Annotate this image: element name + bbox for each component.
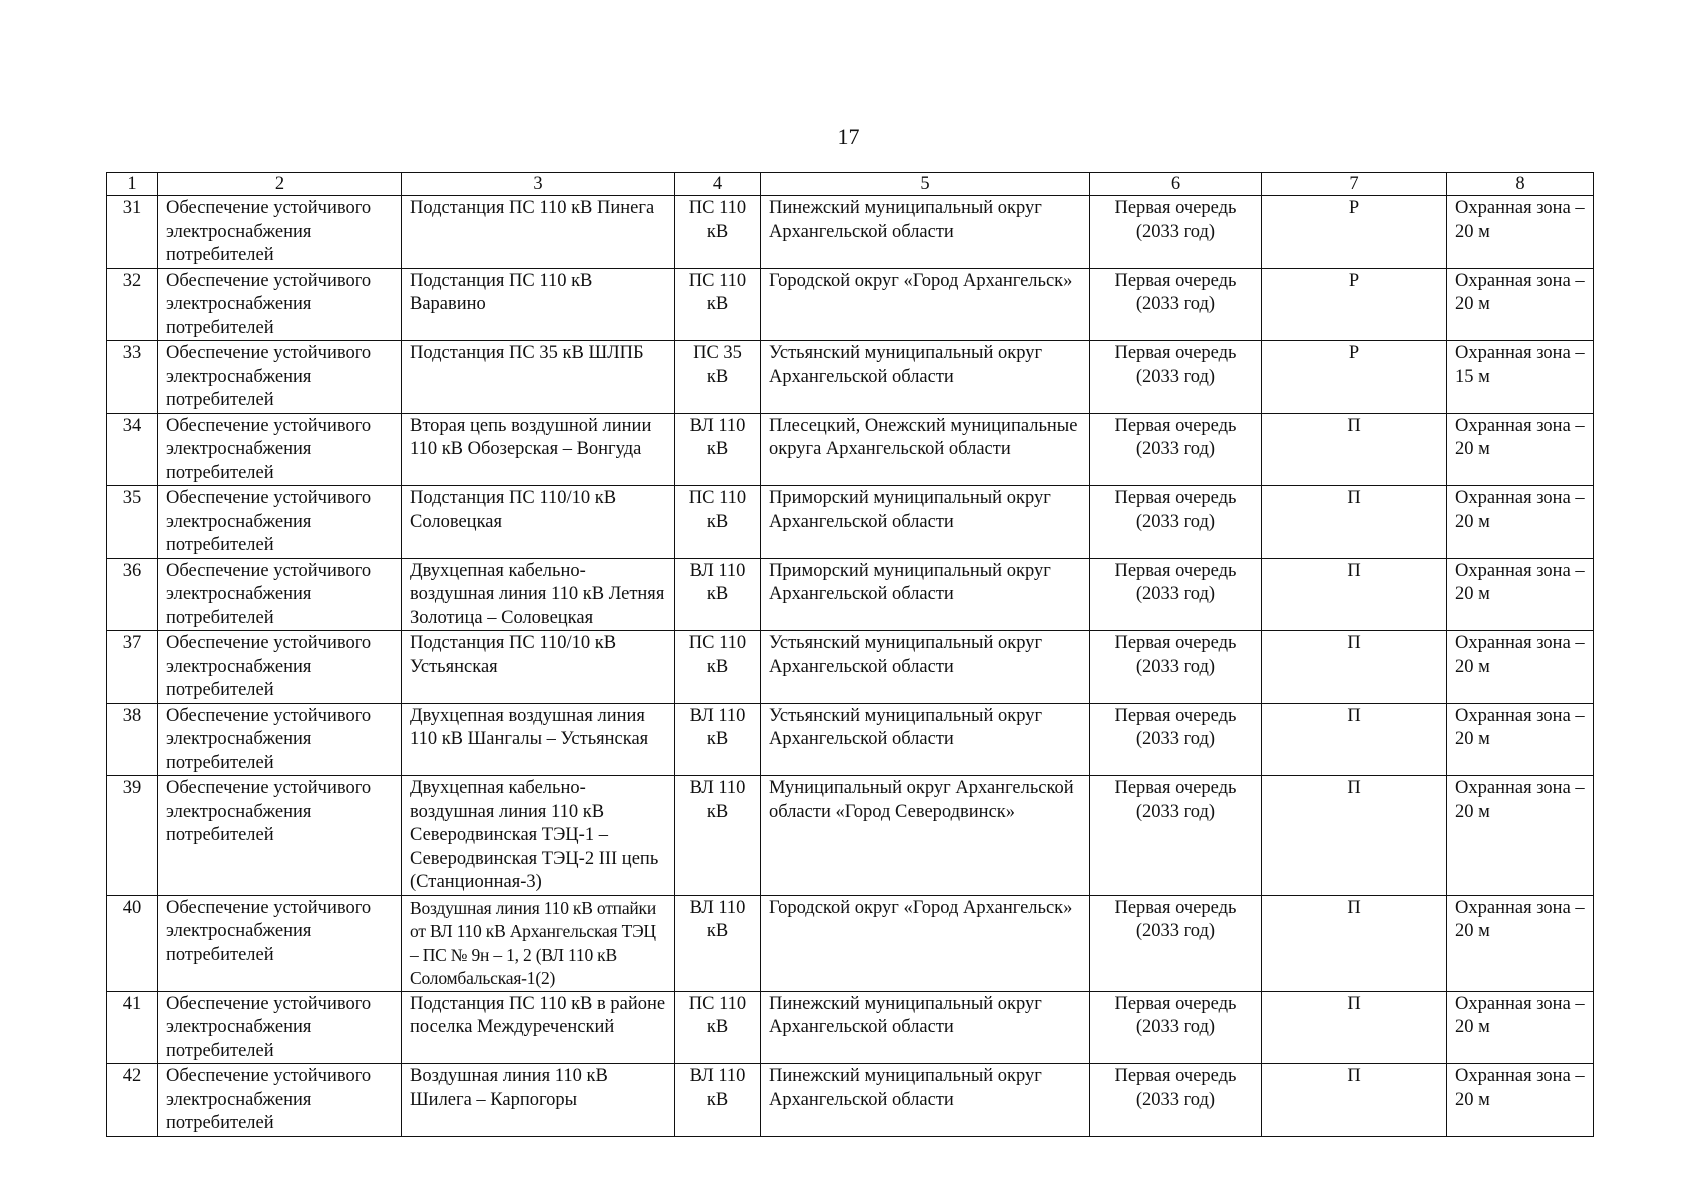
object-cell: Двухцепная кабельно-воздушная линия 110 кВ Летняя Золотица – Соловецкая — [402, 558, 675, 631]
zone-cell: Охранная зона – 20 м — [1447, 558, 1594, 631]
column-header: 7 — [1262, 173, 1447, 196]
status-cell: П — [1262, 631, 1447, 704]
zone-cell: Охранная зона – 20 м — [1447, 268, 1594, 341]
column-header: 4 — [675, 173, 761, 196]
object-cell: Подстанция ПС 110 кВ Варавино — [402, 268, 675, 341]
row-number-cell: 33 — [107, 341, 158, 414]
zone-cell: Охранная зона – 20 м — [1447, 413, 1594, 486]
stage-cell: Первая очередь (2033 год) — [1090, 631, 1262, 704]
purpose-cell: Обеспечение устойчивого электроснабжения потребителей — [158, 1064, 402, 1137]
row-number-cell: 35 — [107, 486, 158, 559]
table-row — [107, 776, 1594, 896]
table-row — [107, 486, 1594, 559]
status-cell: П — [1262, 776, 1447, 896]
zone-cell: Охранная зона – 15 м — [1447, 341, 1594, 414]
stage-cell: Первая очередь (2033 год) — [1090, 895, 1262, 991]
stage-cell: Первая очередь (2033 год) — [1090, 268, 1262, 341]
object-type-cell: ПС 35 кВ — [675, 341, 761, 414]
table-row — [107, 703, 1594, 776]
purpose-cell: Обеспечение устойчивого электроснабжения потребителей — [158, 703, 402, 776]
location-cell: Приморский муниципальный округ Архангельской области — [761, 558, 1090, 631]
status-cell: П — [1262, 991, 1447, 1064]
location-cell: Пинежский муниципальный округ Архангельской области — [761, 1064, 1090, 1137]
status-cell: П — [1262, 486, 1447, 559]
object-type-cell: ВЛ 110 кВ — [675, 413, 761, 486]
stage-cell: Первая очередь (2033 год) — [1090, 558, 1262, 631]
column-header: 8 — [1447, 173, 1594, 196]
table-row — [107, 1064, 1594, 1137]
stage-cell: Первая очередь (2033 год) — [1090, 991, 1262, 1064]
zone-cell: Охранная зона – 20 м — [1447, 991, 1594, 1064]
object-type-cell: ВЛ 110 кВ — [675, 703, 761, 776]
column-header: 3 — [402, 173, 675, 196]
table-row — [107, 631, 1594, 704]
column-header: 1 — [107, 173, 158, 196]
row-number-cell: 41 — [107, 991, 158, 1064]
table-row — [107, 196, 1594, 269]
row-number-cell: 40 — [107, 895, 158, 991]
status-cell: Р — [1262, 341, 1447, 414]
page-number: 17 — [837, 124, 860, 149]
status-cell: Р — [1262, 196, 1447, 269]
object-cell: Подстанция ПС 110/10 кВ Устьянская — [402, 631, 675, 704]
object-cell: Подстанция ПС 35 кВ ШЛПБ — [402, 341, 675, 414]
purpose-cell: Обеспечение устойчивого электроснабжения потребителей — [158, 895, 402, 991]
status-cell: Р — [1262, 268, 1447, 341]
object-type-cell: ПС 110 кВ — [675, 486, 761, 559]
object-cell: Двухцепная воздушная линия 110 кВ Шангалы – Устьянская — [402, 703, 675, 776]
stage-cell: Первая очередь (2033 год) — [1090, 1064, 1262, 1137]
row-number-cell: 32 — [107, 268, 158, 341]
row-number-cell: 39 — [107, 776, 158, 896]
location-cell: Городской округ «Город Архангельск» — [761, 895, 1090, 991]
stage-cell: Первая очередь (2033 год) — [1090, 486, 1262, 559]
zone-cell: Охранная зона – 20 м — [1447, 895, 1594, 991]
status-cell: П — [1262, 895, 1447, 991]
column-header: 2 — [158, 173, 402, 196]
location-cell: Устьянский муниципальный округ Архангельской области — [761, 631, 1090, 704]
table-row — [107, 413, 1594, 486]
zone-cell: Охранная зона – 20 м — [1447, 196, 1594, 269]
row-number-cell: 36 — [107, 558, 158, 631]
object-type-cell: ВЛ 110 кВ — [675, 895, 761, 991]
zone-cell: Охранная зона – 20 м — [1447, 703, 1594, 776]
location-cell: Пинежский муниципальный округ Архангельской области — [761, 991, 1090, 1064]
zone-cell: Охранная зона – 20 м — [1447, 1064, 1594, 1137]
object-cell: Подстанция ПС 110/10 кВ Соловецкая — [402, 486, 675, 559]
location-cell: Плесецкий, Онежский муниципальные округа Архангельской области — [761, 413, 1090, 486]
zone-cell: Охранная зона – 20 м — [1447, 776, 1594, 896]
object-type-cell: ПС 110 кВ — [675, 631, 761, 704]
zone-cell: Охранная зона – 20 м — [1447, 631, 1594, 704]
stage-cell: Первая очередь (2033 год) — [1090, 413, 1262, 486]
status-cell: П — [1262, 413, 1447, 486]
status-cell: П — [1262, 703, 1447, 776]
object-type-cell: ПС 110 кВ — [675, 268, 761, 341]
table-row — [107, 895, 1594, 991]
purpose-cell: Обеспечение устойчивого электроснабжения потребителей — [158, 196, 402, 269]
table-row — [107, 991, 1594, 1064]
location-cell: Пинежский муниципальный округ Архангельской области — [761, 196, 1090, 269]
purpose-cell: Обеспечение устойчивого электроснабжения потребителей — [158, 268, 402, 341]
purpose-cell: Обеспечение устойчивого электроснабжения потребителей — [158, 341, 402, 414]
object-type-cell: ВЛ 110 кВ — [675, 776, 761, 896]
stage-cell: Первая очередь (2033 год) — [1090, 341, 1262, 414]
location-cell: Муниципальный округ Архангельской области «Город Северодвинск» — [761, 776, 1090, 896]
row-number-cell: 34 — [107, 413, 158, 486]
stage-cell: Первая очередь (2033 год) — [1090, 196, 1262, 269]
object-type-cell: ВЛ 110 кВ — [675, 1064, 761, 1137]
purpose-cell: Обеспечение устойчивого электроснабжения потребителей — [158, 776, 402, 896]
row-number-cell: 37 — [107, 631, 158, 704]
location-cell: Устьянский муниципальный округ Архангельской области — [761, 341, 1090, 414]
location-cell: Устьянский муниципальный округ Архангельской области — [761, 703, 1090, 776]
table-row — [107, 341, 1594, 414]
purpose-cell: Обеспечение устойчивого электроснабжения потребителей — [158, 413, 402, 486]
stage-cell: Первая очередь (2033 год) — [1090, 776, 1262, 896]
zone-cell: Охранная зона – 20 м — [1447, 486, 1594, 559]
object-type-cell: ВЛ 110 кВ — [675, 558, 761, 631]
status-cell: П — [1262, 558, 1447, 631]
column-header: 5 — [761, 173, 1090, 196]
status-cell: П — [1262, 1064, 1447, 1137]
table-header-row — [107, 173, 1594, 196]
object-cell: Двухцепная кабельно-воздушная линия 110 кВ Северодвинская ТЭЦ-1 – Северодвинская ТЭЦ-2 III цепь (Станционная-3) — [402, 776, 675, 896]
purpose-cell: Обеспечение устойчивого электроснабжения потребителей — [158, 558, 402, 631]
column-header: 6 — [1090, 173, 1262, 196]
stage-cell: Первая очередь (2033 год) — [1090, 703, 1262, 776]
row-number-cell: 38 — [107, 703, 158, 776]
row-number-cell: 42 — [107, 1064, 158, 1137]
row-number-cell: 31 — [107, 196, 158, 269]
object-cell: Подстанция ПС 110 кВ Пинега — [402, 196, 675, 269]
purpose-cell: Обеспечение устойчивого электроснабжения потребителей — [158, 486, 402, 559]
object-cell: Воздушная линия 110 кВ Шилега – Карпогоры — [402, 1064, 675, 1137]
object-type-cell: ПС 110 кВ — [675, 196, 761, 269]
table-row — [107, 268, 1594, 341]
object-cell: Воздушная линия 110 кВ отпайки от ВЛ 110 кВ Архангельская ТЭЦ – ПС № 9н – 1, 2 (ВЛ 110 кВ Соломбальская-1(2) — [402, 895, 675, 991]
object-cell: Подстанция ПС 110 кВ в районе поселка Междуреченский — [402, 991, 675, 1064]
location-cell: Приморский муниципальный округ Архангельской области — [761, 486, 1090, 559]
purpose-cell: Обеспечение устойчивого электроснабжения потребителей — [158, 631, 402, 704]
document-table — [106, 172, 1594, 1137]
location-cell: Городской округ «Город Архангельск» — [761, 268, 1090, 341]
table-row — [107, 558, 1594, 631]
object-type-cell: ПС 110 кВ — [675, 991, 761, 1064]
object-cell: Вторая цепь воздушной линии 110 кВ Обозерская – Вонгуда — [402, 413, 675, 486]
purpose-cell: Обеспечение устойчивого электроснабжения потребителей — [158, 991, 402, 1064]
